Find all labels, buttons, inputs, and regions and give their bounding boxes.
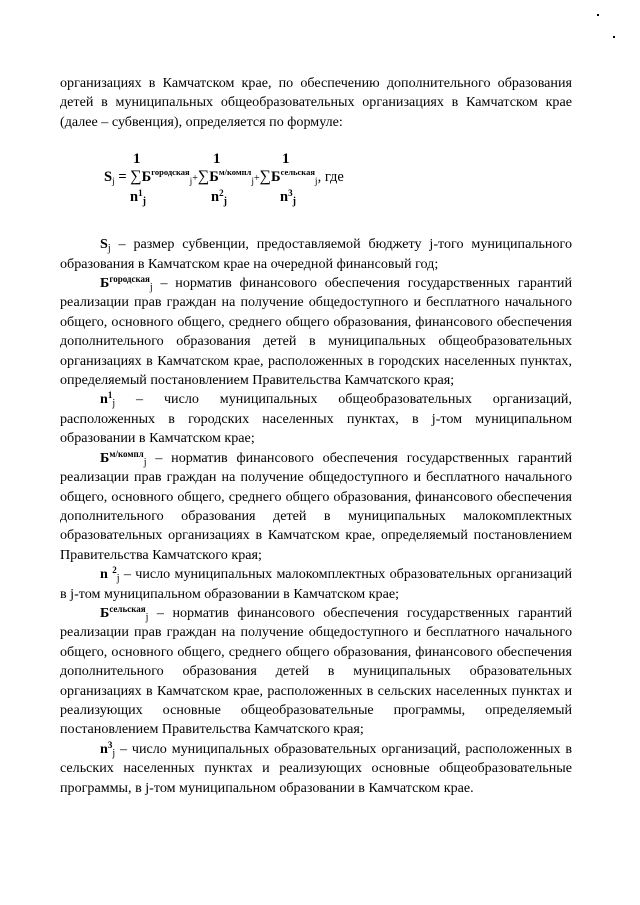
definition-b-small: $Б^{м/компл}_j$ – норматив финансового обеспечения государственных гарантий реализации прав граждан на получение общедоступного и бесплатного начального общего, основного общего, среднего общего образования, финансового обеспечения дополнительного образования детей в муниципальных малокомплектных образовательных организациях в Камчатском крае, определяемый постановлением Правительства Камчатского края;	[60, 448, 572, 563]
denominator-1: $n^1_j$	[130, 188, 146, 208]
definition-b-rural: $Б^{сельская}_j$ – норматив финансового обеспечения государственных гарантий реализации прав граждан на получение общедоступного и бесплатного начального общего, основного общего, среднего общего образования, финансового обеспечения дополнительного образования детей в муниципальных образовательных организациях в Камчатском крае, расположенных в сельских населенных пунктах и реализующих основные общеобразовательные программы, определяемый постановлением Правительства Камчатского края;	[60, 603, 572, 738]
subvention-formula	[60, 151, 572, 213]
document-page	[60, 74, 572, 798]
scan-speck	[613, 36, 615, 38]
formula-main-line: $S_j = \sum Б^{городская}_j+\sum Б^{м/компл}_j+\sum Б^{сельская}_j$, где	[104, 167, 344, 188]
norm-b-1: Б	[141, 169, 152, 186]
scan-speck	[597, 14, 599, 16]
denominator-2: $n^2_j$	[211, 188, 227, 208]
formula-lhs: S	[104, 169, 113, 186]
numerator-2: 1	[213, 151, 221, 168]
formula-tail: , где	[317, 169, 344, 186]
norm-b-3: Б	[271, 169, 281, 186]
definition-n2: n $^2_j$ – число муниципальных малокомплектных образовательных организаций в j-том муниципальном образовании в Камчатском крае;	[60, 565, 572, 602]
sum-symbol-2: ∑	[197, 168, 210, 186]
intro-paragraph: организациях в Камчатском крае, по обеспечению дополнительного образования детей в муниципальных общеобразовательных организациях в Камчатском крае (далее – субвенция), определяется по формуле:	[60, 75, 572, 130]
sum-symbol-1: ∑	[130, 168, 142, 186]
norm-b-2: Б	[209, 169, 219, 186]
numerator-1: 1	[133, 151, 141, 168]
definition-b-urban: $Б^{городская}_j$ – норматив финансового обеспечения государственных гарантий реализации прав граждан на получение общедоступного и бесплатного начального общего, основного общего, среднего общего образования, финансового обеспечения дополнительного образования детей в муниципальных общеобразовательных организациях в Камчатском крае, расположенных в городских населенных пунктах, определяемый постановлением Правительства Камчатского края;	[60, 274, 572, 389]
definition-s: $S_j$ – размер субвенции, предоставляемой бюджету j-того муниципального образования в Камчатском крае на очередной финансовый год;	[60, 236, 572, 272]
sum-symbol-3: ∑	[259, 168, 272, 186]
denominator-3: $n^3_j$	[280, 188, 296, 208]
formula-equals: =	[118, 169, 127, 186]
definition-n1: $n^1_j$ – число муниципальных общеобразовательных организаций, расположенных в городских населенных пунктах, в j-том муниципальном образовании в Камчатском крае;	[60, 390, 572, 447]
definition-n3: $n^3_j$ – число муниципальных образовательных организаций, расположенных в сельских населенных пунктах и реализующих основные общеобразовательные программы, в j-том муниципальном образовании в Камчатском крае.	[60, 739, 572, 796]
numerator-3: 1	[282, 151, 290, 168]
